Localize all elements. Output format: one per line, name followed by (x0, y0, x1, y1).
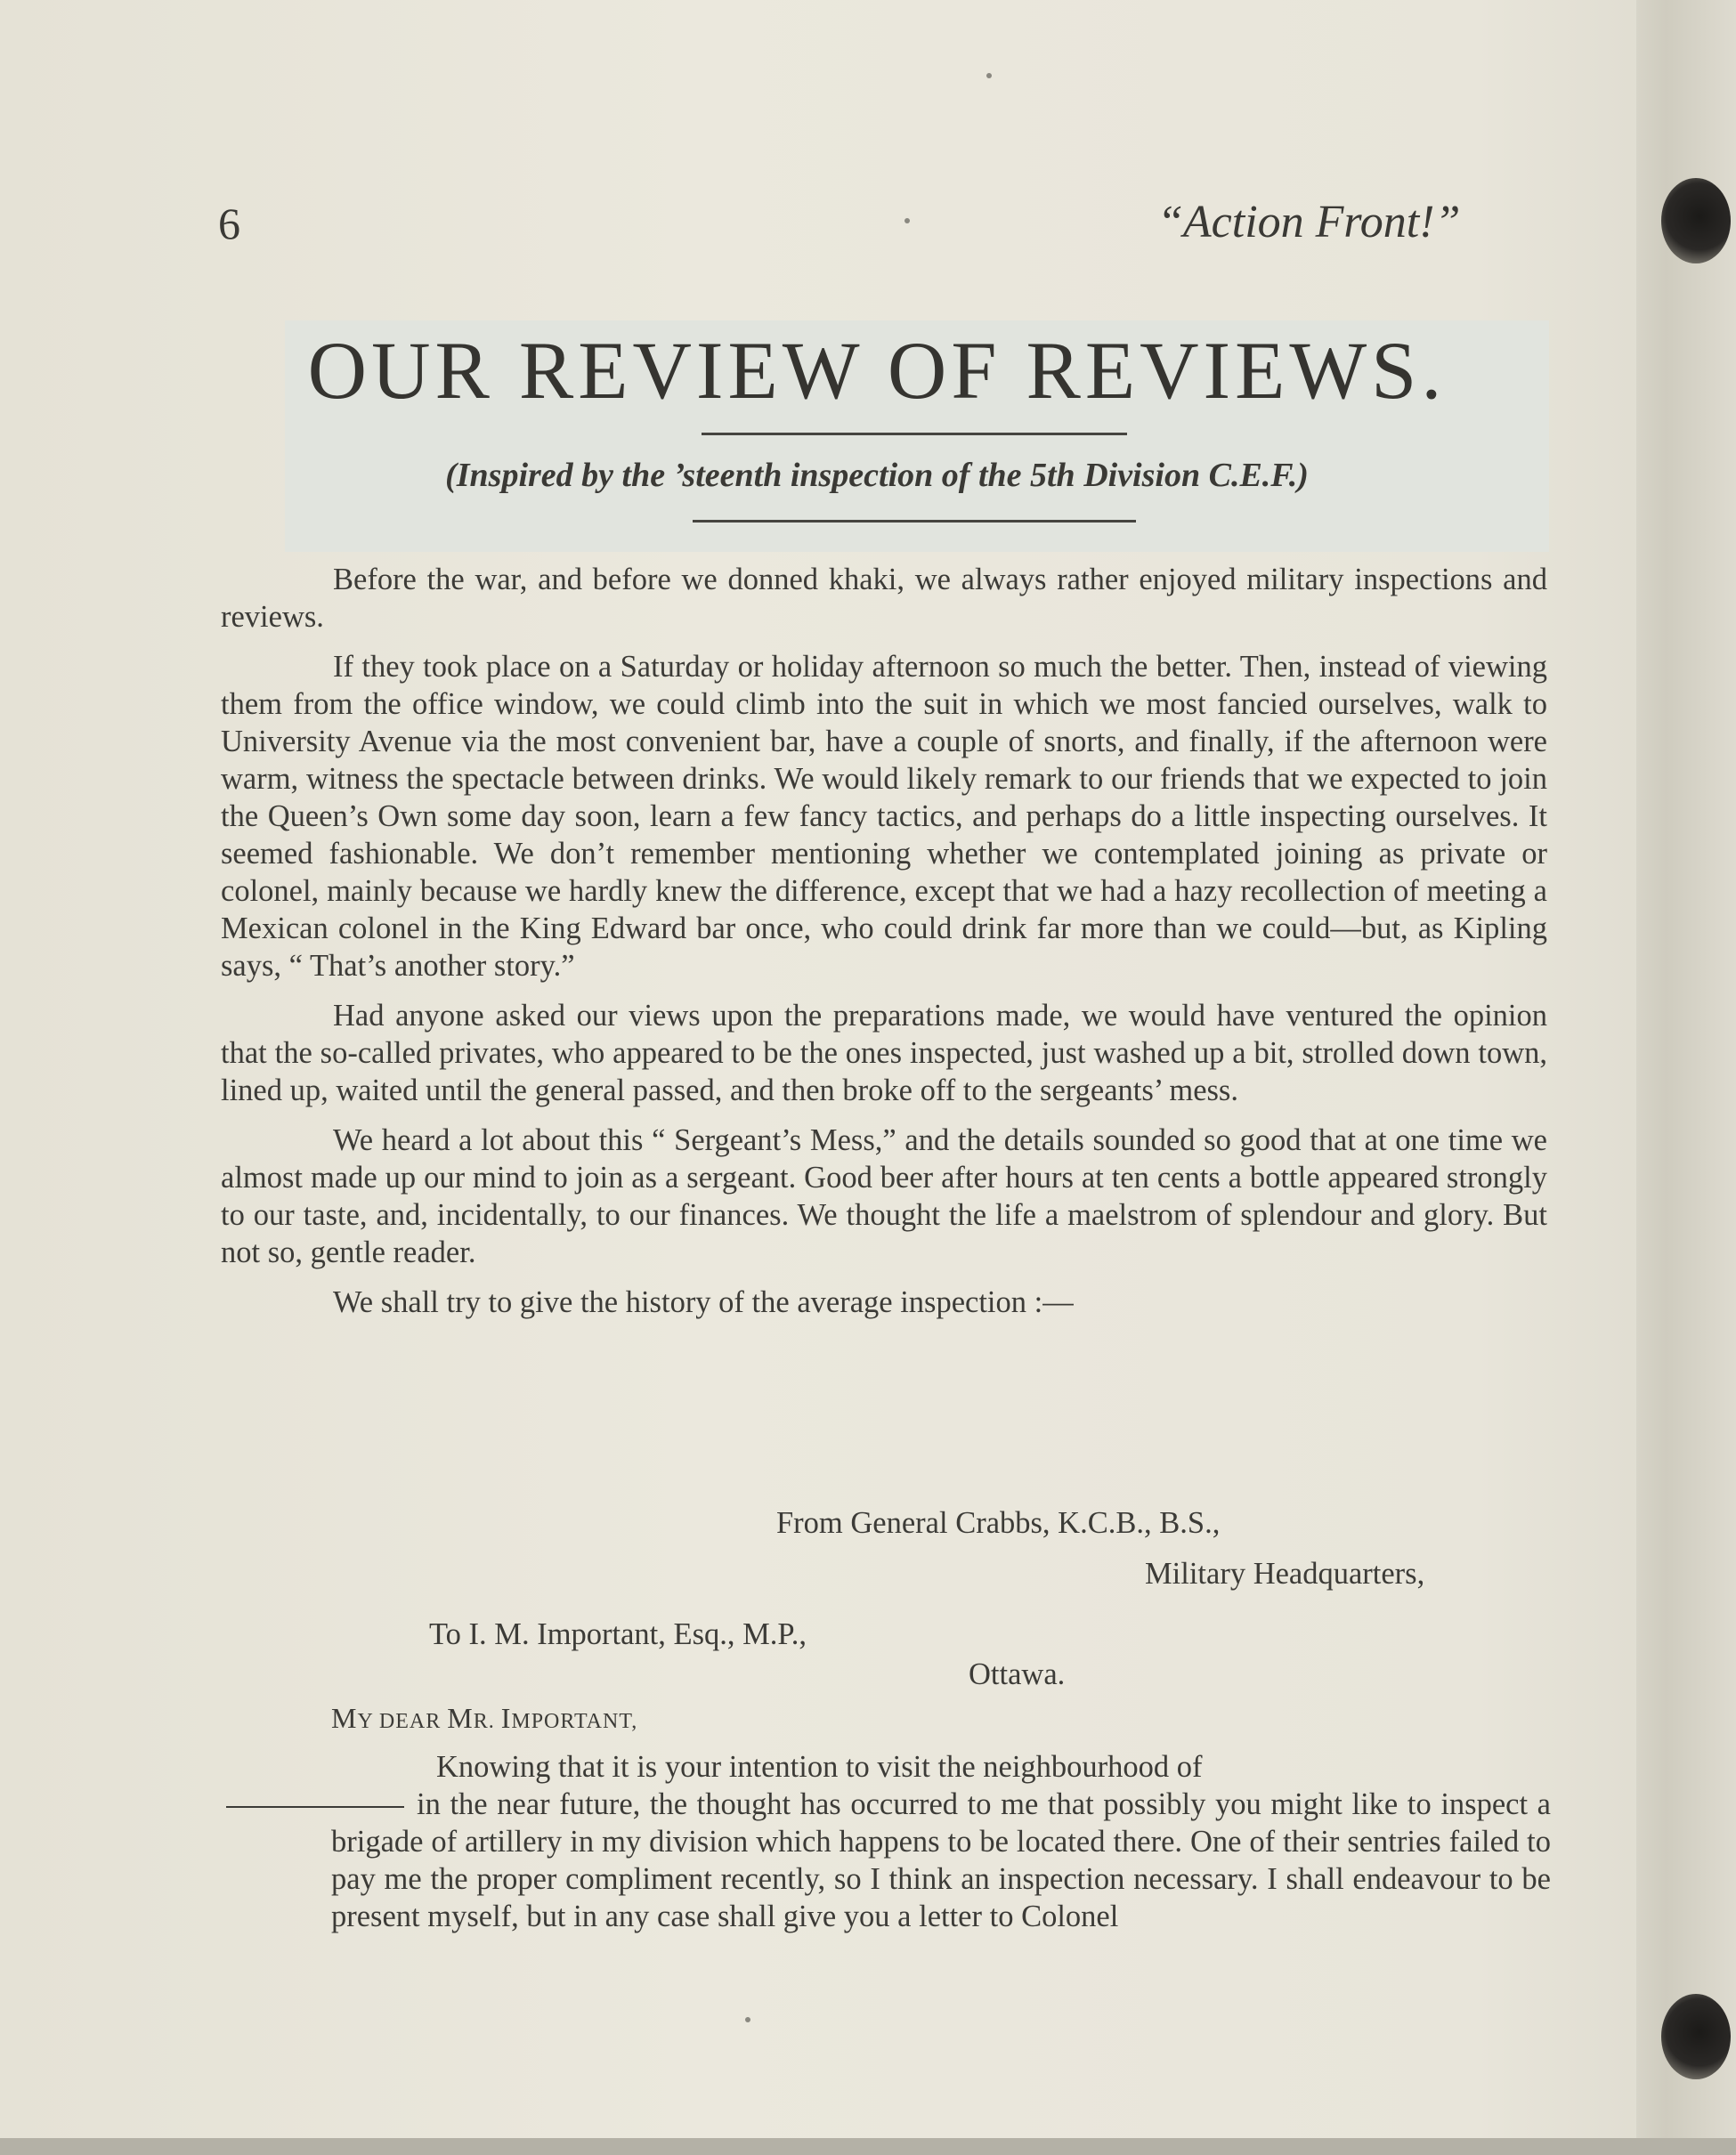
salutation-cap: M (331, 1702, 358, 1734)
binding-hole-bottom-icon (1661, 1994, 1731, 2079)
ink-speck (905, 218, 910, 223)
running-title: “Action Front!” (1157, 197, 1461, 247)
salutation-small-caps: R. (473, 1710, 501, 1733)
letter-salutation (331, 1702, 637, 1735)
salutation-small-caps: Y DEAR (357, 1710, 448, 1733)
letter-to-address: Ottawa. (969, 1657, 1066, 1691)
letter-from: From General Crabbs, K.C.B., B.S., (776, 1506, 1221, 1540)
paragraph: We shall try to give the history of the average inspection :— (333, 1285, 1074, 1319)
paragraph: Before the war, and before we donned khaki, we always rather enjoyed military inspections and reviews. (221, 563, 1547, 634)
title-rule-bottom (693, 520, 1136, 523)
binding-hole-top-icon (1661, 178, 1731, 263)
letter-body-rest: in the near future, the thought has occurred to me that possibly you might like to inspect a brigade of artillery in my division which happens to be located there. One of their sentries failed to pay me the proper compliment recently, so I think an inspection necessary. I shall endeavour to be present myself, but in any case shall give you a letter to Colonel (331, 1787, 1551, 1933)
page-bottom-edge (0, 2138, 1736, 2155)
blank-place-dash (226, 1806, 404, 1808)
letter-body (331, 1748, 1551, 1935)
title-rule-top (702, 433, 1127, 435)
letter-from-address: Military Headquarters, (1145, 1557, 1425, 1591)
salutation-cap: I (500, 1702, 512, 1734)
ink-speck (745, 2017, 750, 2022)
ink-speck (986, 73, 992, 78)
letter-body-start: Knowing that it is your intention to visit the neighbourhood of (436, 1750, 1203, 1784)
salutation-cap: M (447, 1702, 474, 1734)
paragraph: Had anyone asked our views upon the preparations made, we would have ventured the opinion that the so-called privates, who appeared to be the ones inspected, just washed up a bit, strolled down town, lined up, waited until the general passed, and then broke off to the sergeants’ mess. (221, 999, 1547, 1107)
article-subtitle: (Inspired by the ’steenth inspection of the 5th Division C.E.F.) (445, 457, 1309, 494)
letter-to: To I. M. Important, Esq., M.P., (429, 1617, 807, 1651)
page-binding-edge (1636, 0, 1736, 2155)
article-title: OUR REVIEW OF REVIEWS. (307, 325, 1447, 416)
paragraph: We heard a lot about this “ Sergeant’s Mess,” and the details sounded so good that at one time we almost made up our mind to join as a sergeant. Good beer after hours at ten cents a bottle appeared strongly to our taste, and, incidentally, to our finances. We thought the life a maelstrom of splendour and glory. But not so, gentle reader. (221, 1123, 1547, 1269)
article-body (221, 561, 1547, 1333)
paragraph: If they took place on a Saturday or holiday afternoon so much the better. Then, instead of viewing them from the office window, we could climb into the suit in which we most fancied ourselves, walk to University Avenue via the most convenient bar, have a couple of snorts, and finally, if the afternoon were warm, witness the spectacle between drinks. We would likely remark to our friends that we expected to join the Queen’s Own some day soon, learn a few fancy tactics, and perhaps do a little inspecting ourselves. It seemed fashionable. We don’t remember mentioning whether we contemplated joining as private or colonel, mainly because we hardly knew the difference, except that we had a hazy recollection of meeting a Mexican colonel in the King Edward bar once, who could drink far more than we could—but, as Kipling says, “ That’s another story.” (221, 650, 1547, 983)
page-number: 6 (218, 198, 240, 248)
salutation-small-caps: MPORTANT, (511, 1710, 638, 1733)
